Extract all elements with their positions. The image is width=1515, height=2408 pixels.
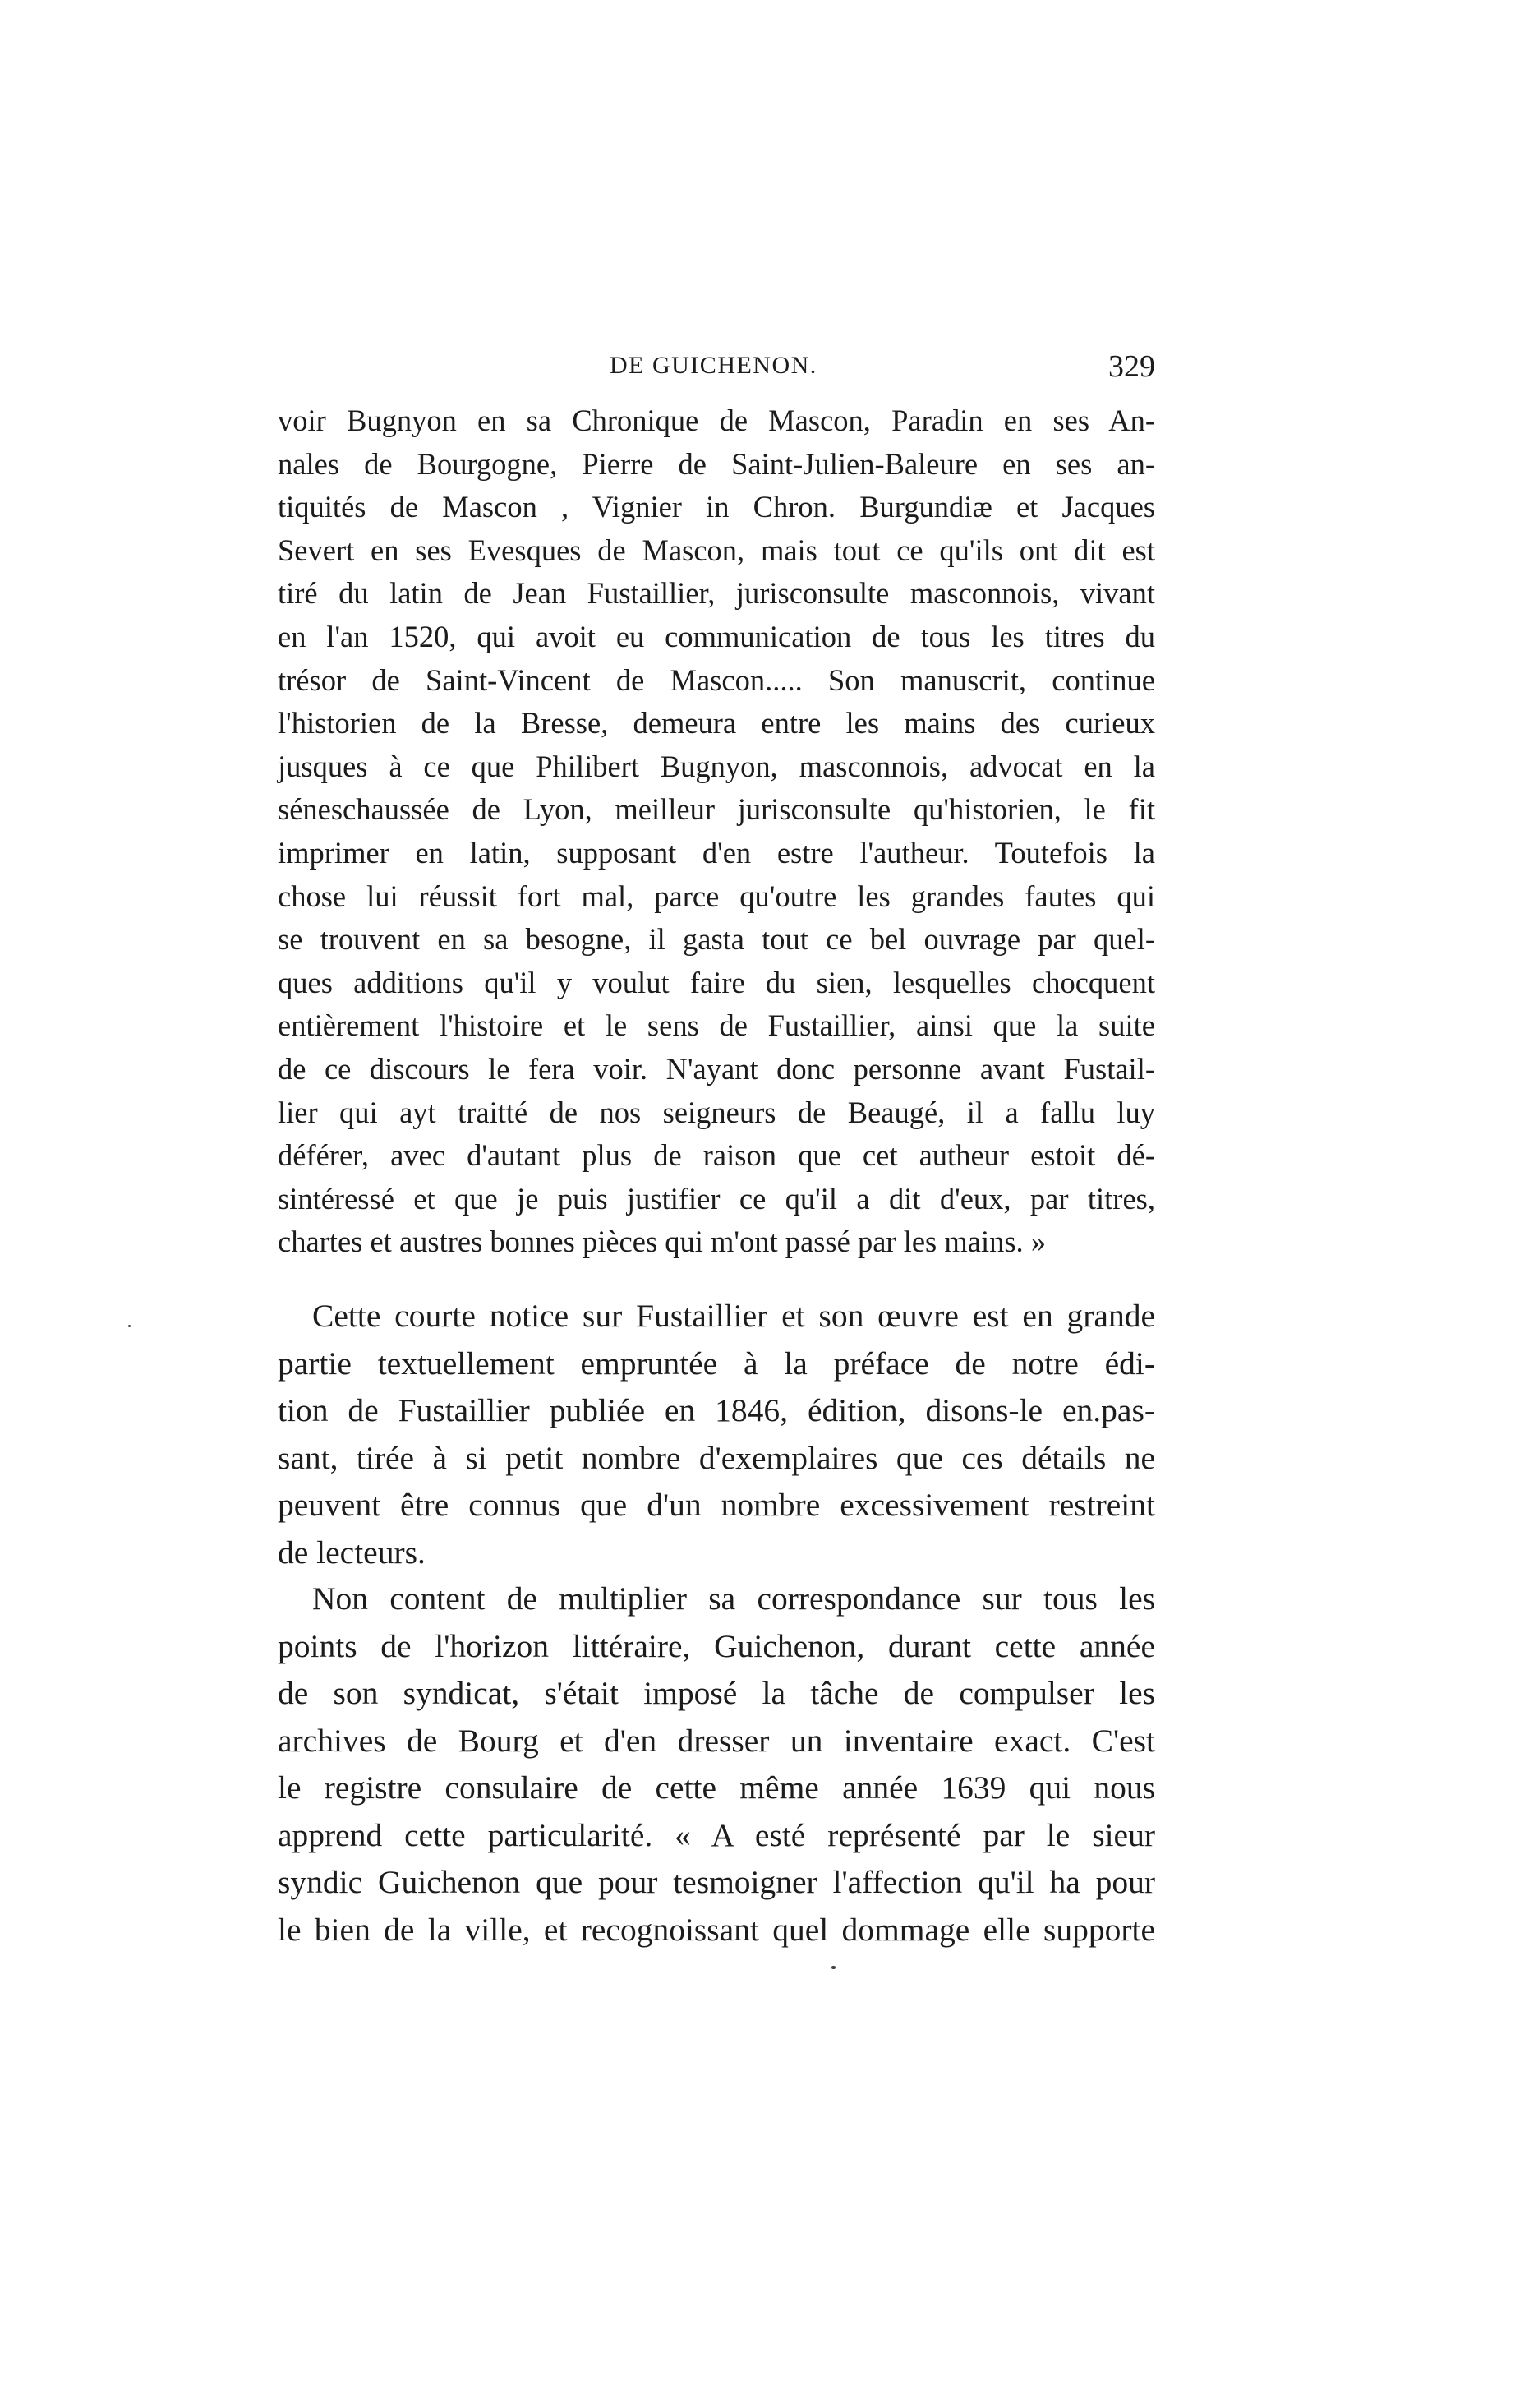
paragraph-line: le bien de la ville, et recognoissant quel dommage elle supporte: [278, 1911, 1155, 1948]
paragraph-line: Non content de multiplier sa correspondance sur tous les: [312, 1580, 1155, 1617]
quote-line: tiré du latin de Jean Fustaillier, jurisconsulte masconnois, vivant: [278, 576, 1155, 611]
ink-speck: [831, 1966, 836, 1969]
paragraph-guichenon-archives: [278, 1575, 1155, 1954]
paragraph-line: de lecteurs.: [278, 1534, 426, 1571]
quote-line: voir Bugnyon en sa Chronique de Mascon, Paradin en ses An-: [278, 404, 1155, 437]
quote-line: en l'an 1520, qui avoit eu communication de tous les titres du: [278, 619, 1155, 653]
quote-line: sintéressé et que je puis justifier ce qu'il a dit d'eux, par titres,: [278, 1181, 1155, 1216]
quote-line: tiquités de Mascon , Vignier in Chron. Burgundiæ et Jacques: [278, 490, 1155, 524]
quote-line: jusques à ce que Philibert Bugnyon, masconnois, advocat en la: [278, 749, 1155, 783]
quote-line: séneschaussée de Lyon, meilleur jurisconsulte qu'historien, le fit: [278, 792, 1155, 827]
quote-line: entièrement l'histoire et le sens de Fustaillier, ainsi que la suite: [278, 1008, 1155, 1043]
running-head: DE GUICHENON.: [610, 352, 817, 379]
paragraph-line: sant, tirée à si petit nombre d'exemplaires que ces détails ne: [278, 1439, 1155, 1476]
page-number: 329: [1108, 349, 1155, 384]
paragraph-line: peuvent être connus que d'un nombre excessivement restreint: [278, 1487, 1155, 1523]
paragraph-line: archives de Bourg et d'en dresser un inventaire exact. C'est: [278, 1722, 1155, 1759]
paragraph-line: tion de Fustaillier publiée en 1846, édition, disons-le en.pas-: [278, 1392, 1155, 1428]
quoted-passage: [278, 399, 1155, 1264]
paragraph-line: apprend cette particularité. « A esté représenté par le sieur: [278, 1816, 1155, 1853]
quote-line: se trouvent en sa besogne, il gasta tout ce bel ouvrage par quel-: [278, 922, 1155, 957]
quote-line: de ce discours le fera voir. N'ayant donc personne avant Fustail-: [278, 1051, 1155, 1086]
paragraph-line: points de l'horizon littéraire, Guichenon, durant cette année: [278, 1627, 1155, 1664]
quote-line: chartes et austres bonnes pièces qui m'ont passé par les mains. »: [278, 1225, 1047, 1259]
page-header: [278, 349, 1155, 393]
quote-line: nales de Bourgogne, Pierre de Saint-Julien-Baleure en ses an-: [278, 446, 1155, 481]
quote-line: l'historien de la Bresse, demeura entre les mains des curieux: [278, 706, 1155, 740]
paragraph-fustaillier-notice: [278, 1293, 1155, 1576]
quote-line: Severt en ses Evesques de Mascon, mais tout ce qu'ils ont dit est: [278, 533, 1155, 567]
quote-line: chose lui réussit fort mal, parce qu'outre les grandes fautes qui: [278, 879, 1155, 913]
quote-line: trésor de Saint-Vincent de Mascon..... Son manuscrit, continue: [278, 662, 1155, 697]
paragraph-line: de son syndicat, s'était imposé la tâche de compulser les: [278, 1675, 1155, 1711]
quote-line: déférer, avec d'autant plus de raison que cet autheur estoit dé-: [278, 1138, 1155, 1173]
quote-line: lier qui ayt traitté de nos seigneurs de Beaugé, il a fallu luy: [278, 1095, 1155, 1129]
quote-line: ques additions qu'il y voulut faire du sien, lesquelles chocquent: [278, 965, 1155, 999]
quote-line: imprimer en latin, supposant d'en estre l'autheur. Toutefois la: [278, 835, 1155, 870]
paragraph-line: syndic Guichenon que pour tesmoigner l'affection qu'il ha pour: [278, 1864, 1155, 1900]
paragraph-line: le registre consulaire de cette même année 1639 qui nous: [278, 1769, 1155, 1806]
paragraph-line: partie textuellement empruntée à la préface de notre édi-: [278, 1345, 1155, 1382]
paragraph-line: Cette courte notice sur Fustaillier et son œuvre est en grande: [312, 1298, 1155, 1334]
ink-speck: [128, 1325, 131, 1327]
